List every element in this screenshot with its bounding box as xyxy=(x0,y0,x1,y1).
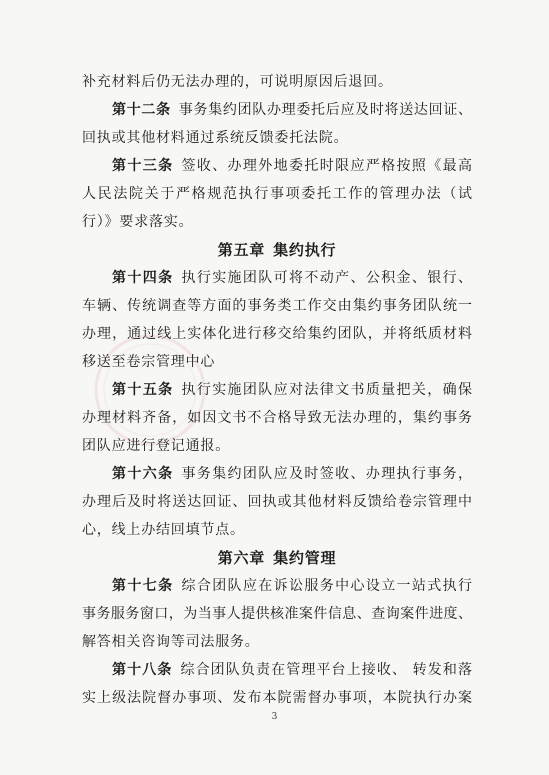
article-14-line-2: 车辆、传统调查等方面的事务类工作交由集约事务团队统一 xyxy=(82,298,472,314)
article-15-line-1 xyxy=(82,376,472,404)
article-18-line-2: 实上级法院督办事项、发布本院需督办事项，本院执行办案 xyxy=(82,690,472,706)
article-16-line-1 xyxy=(82,460,472,488)
page-number: 3 xyxy=(271,712,278,722)
article-18-text: 综合团队负责在管理平台上接收、 转发和落 xyxy=(180,662,473,678)
article-13-line-1 xyxy=(82,152,472,180)
article-17-line-2: 事务服务窗口，为当事人提供核准案件信息、查询案件进度、 xyxy=(82,606,472,622)
body-text xyxy=(82,68,472,712)
article-16-line-3: 心，线上办结回填节点。 xyxy=(82,522,245,538)
article-15-line-3: 团队应进行登记通报。 xyxy=(82,438,230,454)
article-12-line-1 xyxy=(82,96,472,124)
article-18-line-1 xyxy=(82,656,472,684)
continued-paragraph-line: 补充材料后仍无法办理的，可说明原因后退回。 xyxy=(82,74,393,90)
article-17-line-1 xyxy=(82,572,472,600)
article-17-line-3: 解答相关咨询等司法服务。 xyxy=(82,634,260,650)
article-14-line-1 xyxy=(82,264,472,292)
article-12-label: 第十二条 xyxy=(112,102,171,118)
article-14-line-4: 移送至卷宗管理中心 xyxy=(82,354,216,370)
chapter-5-title: 集约执行 xyxy=(273,241,337,259)
chapter-5-number: 第五章 xyxy=(217,241,266,259)
article-14-text: 执行实施团队可将不动产、公积金、银行、 xyxy=(181,270,473,286)
chapter-6-number: 第六章 xyxy=(217,549,266,567)
article-15-label: 第十五条 xyxy=(112,382,174,398)
article-13-label: 第十三条 xyxy=(112,158,174,174)
chapter-5-heading xyxy=(82,236,472,264)
article-16-line-2: 办理后及时将送达回证、回执或其他材料反馈给卷宗管理中 xyxy=(82,494,472,510)
article-14-line-3: 办理，通过线上实体化进行移交给集约团队，并将纸质材料 xyxy=(82,326,472,342)
article-14-label: 第十四条 xyxy=(112,270,174,286)
article-12-line-2: 回执或其他材料通过系统反馈委托法院。 xyxy=(82,130,349,146)
article-15-line-2: 办理材料齐备，如因文书不合格导致无法办理的，集约事务 xyxy=(82,410,472,426)
article-17-text: 综合团队应在诉讼服务中心设立一站式执行 xyxy=(181,578,473,594)
chapter-6-heading xyxy=(82,544,472,572)
article-16-text: 事务集约团队应及时签收、办理执行事务， xyxy=(181,466,473,482)
article-17-label: 第十七条 xyxy=(112,578,174,594)
chapter-6-title: 集约管理 xyxy=(273,549,337,567)
article-16-label: 第十六条 xyxy=(112,466,174,482)
article-13-line-2: 人民法院关于严格规范执行事项委托工作的管理办法（试 xyxy=(82,186,472,202)
article-18-label: 第十八条 xyxy=(112,662,173,678)
article-13-line-3: 行）》要求落实。 xyxy=(82,214,194,230)
article-12-text: 事务集约团队办理委托后应及时将送达回证、 xyxy=(178,102,473,118)
article-13-text: 签收、办理外地委托时限应严格按照《最高 xyxy=(181,158,473,174)
article-15-text: 执行实施团队应对法律文书质量把关，确保 xyxy=(181,382,473,398)
